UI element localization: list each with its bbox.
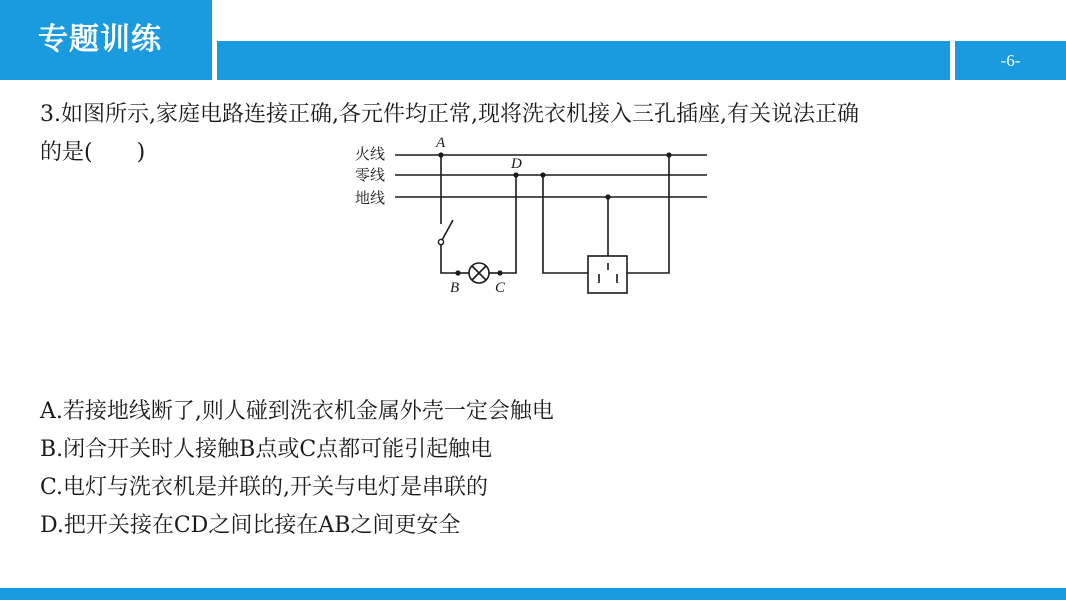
page-number: -6- xyxy=(955,41,1066,80)
switch-pivot xyxy=(438,239,443,244)
answer-options xyxy=(40,393,1040,545)
section-title: 专题训练 xyxy=(0,0,212,80)
footer-bar xyxy=(0,588,1066,600)
junction-d xyxy=(513,172,518,177)
socket-live-wire xyxy=(627,155,669,273)
junction-a xyxy=(438,152,443,157)
wire-label-ground: 地线 xyxy=(355,190,386,207)
junction-c xyxy=(497,270,502,275)
switch-blade xyxy=(441,220,453,242)
point-label-a: A xyxy=(436,135,446,151)
question-line-2: 的是( ) xyxy=(40,140,146,165)
option-b[interactable]: B.闭合开关时人接触B点或C点都可能引起触电 xyxy=(40,437,493,462)
question-line-1: 3.如图所示,家庭电路连接正确,各元件均正常,现将洗衣机接入三孔插座,有关说法正确 xyxy=(40,102,859,127)
point-label-c: C xyxy=(495,280,506,296)
junction-b xyxy=(455,270,460,275)
lamp-to-neutral xyxy=(500,175,516,273)
header-bar xyxy=(217,41,950,80)
option-a[interactable]: A.若接地线断了,则人碰到洗衣机金属外壳一定会触电 xyxy=(40,399,554,424)
wire-label-neutral: 零线 xyxy=(355,167,386,184)
point-label-b: B xyxy=(450,280,460,296)
point-label-d: D xyxy=(511,156,522,172)
three-hole-socket-icon xyxy=(588,256,627,293)
wire-label-live: 火线 xyxy=(355,146,386,163)
junction-ground-socket xyxy=(605,194,610,199)
socket-neutral-wire xyxy=(543,175,588,273)
junction-live-socket xyxy=(666,152,671,157)
option-c[interactable]: C.电灯与洗衣机是并联的,开关与电灯是串联的 xyxy=(40,475,489,500)
option-d[interactable]: D.把开关接在CD之间比接在AB之间更安全 xyxy=(40,513,461,538)
circuit-diagram xyxy=(340,130,740,305)
junction-neutral-socket xyxy=(540,172,545,177)
lamp-branch-lower xyxy=(441,242,458,273)
junction-dots xyxy=(438,152,671,275)
